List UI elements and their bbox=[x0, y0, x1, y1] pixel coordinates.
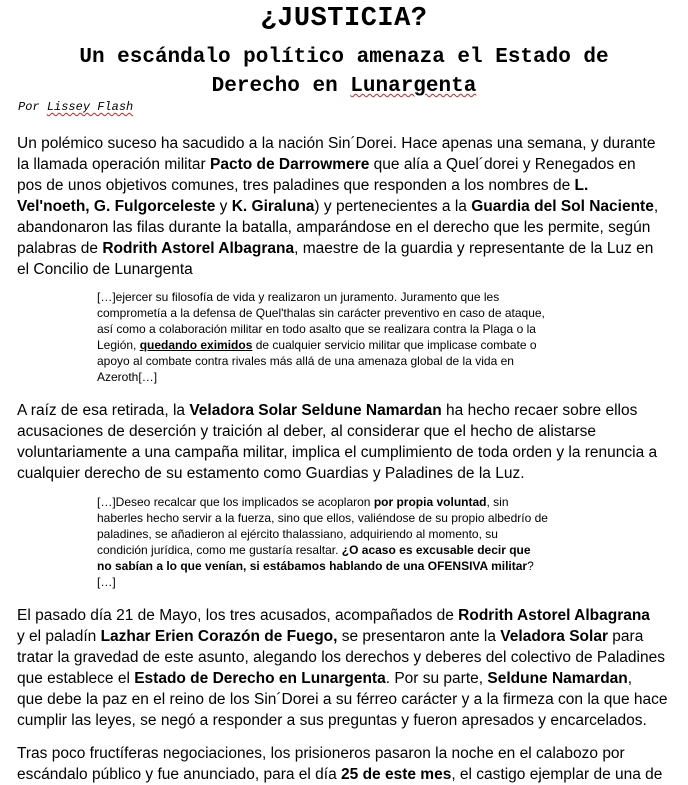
subtitle-line-2-text: Derecho en bbox=[211, 75, 351, 98]
p1-line-3 bbox=[17, 175, 677, 196]
p1-l4-text: ) y pertenecientes a la bbox=[314, 198, 472, 215]
p4-date: 25 de este mes bbox=[341, 766, 452, 783]
q2-question-1: ¿O acaso es excusable decir que bbox=[341, 543, 531, 557]
q2-own-will: por propia voluntad bbox=[373, 495, 487, 509]
q1-line-2: comprometía a la defensa de Quel'thalas sin carácter preventivo en caso de ataque, bbox=[97, 306, 545, 320]
q1-l4-rest: de cualquier servicio militar que implicase combate o bbox=[252, 338, 537, 352]
q1-l4-text: Legión, bbox=[97, 338, 140, 352]
p2-line-4: cualquier derecho de su estamento como Guardias y Paladines de la Luz. bbox=[17, 465, 525, 482]
p1-l6-text: palabras de bbox=[17, 240, 103, 257]
p1-master-name: Rodrith Astorel Albagrana bbox=[102, 240, 295, 257]
p3-l4-comma: , bbox=[627, 670, 633, 687]
p3-l4-mid: . Por su parte, bbox=[385, 670, 488, 687]
paragraph-4 bbox=[17, 743, 677, 785]
p2-line-3: voluntariamente a una campaña militar, implica el cumplimiento de toda orden y la renuncia a bbox=[17, 444, 658, 461]
p4-l2-rest: , el castigo ejemplar de una de bbox=[451, 766, 663, 783]
q2-question-2: no sabían a lo que venían, si estábamos hablando de una OFENSIVA militar bbox=[97, 559, 528, 573]
p3-l2-rest: para bbox=[608, 628, 644, 645]
p3-paladin-name: Lazhar Erien Corazón de Fuego, bbox=[100, 628, 338, 645]
p1-l2-text: la llamada operación militar bbox=[17, 156, 210, 173]
q1-line-3: así como a colaboración militar en todo asalto que se realizara contra la Plaga o la bbox=[97, 322, 536, 336]
q2-l1-rest: , sin bbox=[486, 495, 509, 509]
p4-l2-text: escándalo público y fue anunciado, para el día bbox=[17, 766, 342, 783]
q2-l4-text: condición jurídica, como me gustaría resaltar. bbox=[97, 543, 342, 557]
q2-l1-text: […]Deseo recalcar que los implicados se acoplaron bbox=[97, 495, 374, 509]
p3-line-3: tratar la gravedad de este asunto, alegando los derechos y deberes del colectivo de Paladines bbox=[17, 649, 665, 666]
q1-line-6: Azeroth[…] bbox=[97, 370, 158, 384]
byline-author: Lissey Flash bbox=[46, 100, 134, 114]
p1-l3-text: pos de unos objetivos comunes, tres paladines que responden a los nombres de bbox=[17, 177, 575, 194]
p2-line-1 bbox=[17, 400, 677, 421]
q2-line-6: […] bbox=[97, 575, 116, 589]
p4-line-2 bbox=[17, 764, 677, 785]
p1-l2-rest: que alía a Quel´dorei y Renegados en bbox=[369, 156, 636, 173]
p3-line-5: que debe la paz en el reino de los Sin´Dorei a su férreo carácter y a la firmeza con la que hace bbox=[17, 691, 668, 708]
p3-master-name: Rodrith Astorel Albagrana bbox=[458, 607, 650, 624]
q1-exempted: quedando eximidos bbox=[139, 338, 253, 352]
paragraph-3 bbox=[17, 605, 677, 731]
subtitle-line-1: Un escándalo político amenaza el Estado de bbox=[79, 46, 609, 69]
p3-seldune: Seldune Namardan bbox=[487, 670, 628, 687]
p1-line-5: abandonaron las filas durante la batalla, amparándose en el derecho que les permite, según bbox=[17, 219, 651, 236]
p4-line-1: Tras poco fructíferas negociaciones, los prisioneros pasaron la noche en el calabozo por bbox=[17, 745, 625, 762]
p3-line-2 bbox=[17, 626, 677, 647]
p1-names-1: Vel'noeth, G. Fulgorceleste bbox=[17, 198, 216, 215]
p3-line-4 bbox=[17, 668, 677, 689]
q2-line-1 bbox=[97, 494, 597, 510]
q2-line-4 bbox=[97, 542, 597, 558]
q2-line-2: haberles hecho servir a la fuerza, sino que ellos, valiéndose de su propio albedrío de bbox=[97, 511, 548, 525]
p3-line-1 bbox=[17, 605, 677, 626]
p1-operation-name: Pacto de Darrowmere bbox=[209, 156, 370, 173]
q2-line-5 bbox=[97, 558, 597, 574]
p3-line-6: cumplir las leyes, se negó a responder a sus preguntas y fueron apresados y encarcelados. bbox=[17, 712, 647, 729]
byline bbox=[18, 99, 133, 115]
article-title: ¿JUSTICIA? bbox=[260, 4, 428, 34]
quote-2 bbox=[97, 494, 597, 590]
paragraph-2 bbox=[17, 400, 677, 484]
p3-veladora: Veladora Solar bbox=[500, 628, 608, 645]
p1-line-6 bbox=[17, 238, 677, 259]
article-subtitle bbox=[0, 43, 688, 101]
p1-line-1: Un polémico suceso ha sacudido a la nación Sin´Dorei. Hace apenas una semana, y durante bbox=[17, 135, 656, 152]
q2-line-3: paladines, se añadieron al ejército thalassiano, adquiriendo al momento, su bbox=[97, 527, 498, 541]
p1-l3-name: L. bbox=[574, 177, 589, 194]
quote-1 bbox=[97, 289, 597, 385]
p1-l4-comma: , bbox=[653, 198, 659, 215]
p1-names-2: K. Giraluna bbox=[231, 198, 315, 215]
p3-state-of-law: Estado de Derecho en Lunargenta bbox=[134, 670, 386, 687]
q1-line-5: apoyo al combate contra rivales más allá de una amenaza global de la vida en bbox=[97, 354, 514, 368]
q1-line-1: […]ejercer su filosofía de vida y realizaron un juramento. Juramento que les bbox=[97, 290, 500, 304]
p2-veladora-name: Veladora Solar Seldune Namardan bbox=[189, 402, 442, 419]
p1-guard-name: Guardia del Sol Naciente bbox=[471, 198, 654, 215]
p2-l1-text: A raíz de esa retirada, la bbox=[17, 402, 190, 419]
p1-l6-rest: , maestre de la guardia y representante de la Luz en bbox=[294, 240, 654, 257]
p1-line-2 bbox=[17, 154, 677, 175]
p3-l2-mid: se presentaron ante la bbox=[337, 628, 501, 645]
p2-l1-rest: ha hecho recaer sobre ellos bbox=[441, 402, 638, 419]
p1-line-7: el Concilio de Lunargenta bbox=[17, 261, 193, 278]
p2-line-2: acusaciones de deserción y traición al deber, al considerar que el hecho de alistarse bbox=[17, 423, 597, 440]
subtitle-place: Lunargenta bbox=[350, 75, 477, 98]
p1-l4-and: y bbox=[215, 198, 232, 215]
p3-l1-text: El pasado día 21 de Mayo, los tres acusados, acompañados de bbox=[17, 607, 459, 624]
p1-line-4 bbox=[17, 196, 677, 217]
p3-l2-text: y el paladín bbox=[17, 628, 101, 645]
byline-prefix: Por bbox=[18, 100, 47, 114]
subtitle-line-2 bbox=[0, 72, 688, 101]
p3-l4-text: que establece el bbox=[17, 670, 135, 687]
q2-question-mark: ? bbox=[527, 559, 534, 573]
paragraph-1 bbox=[17, 133, 677, 280]
q1-line-4 bbox=[97, 337, 597, 353]
